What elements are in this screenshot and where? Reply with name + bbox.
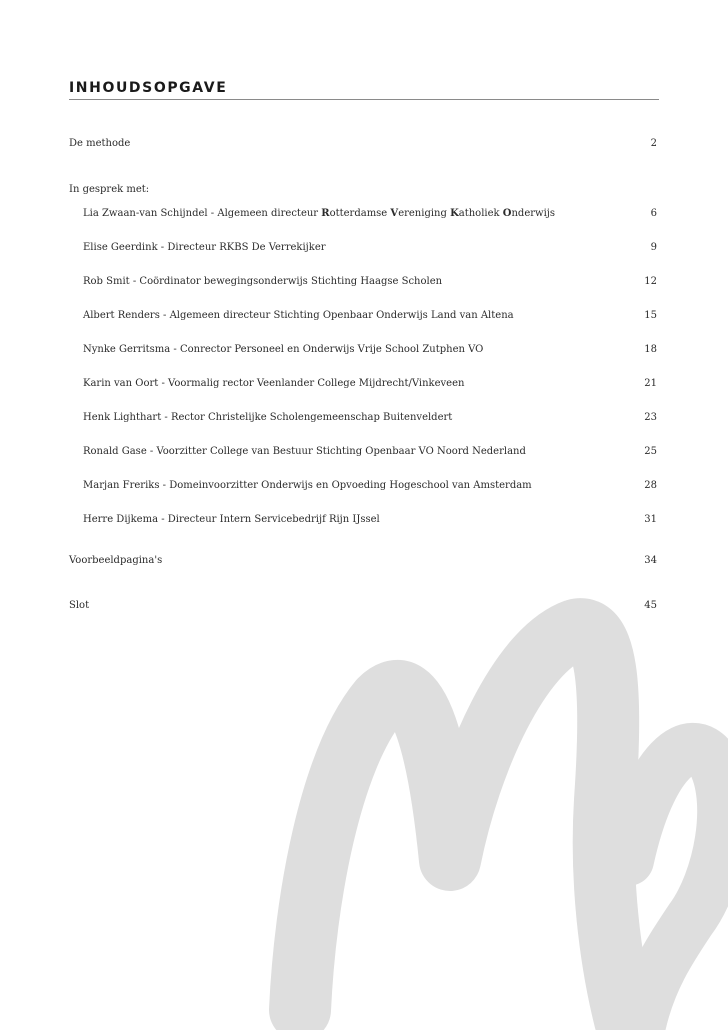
entry-label: Rob Smit - Coördinator bewegingsonderwijs Stichting Haagse Scholen bbox=[83, 276, 443, 287]
entry-page: 2 bbox=[650, 138, 657, 149]
entry-label: Henk Lighthart - Rector Christelijke Scholengemeenschap Buitenveldert bbox=[83, 412, 453, 423]
entry-label: Lia Zwaan-van Schijndel - Algemeen directeur Rotterdamse Vereniging Katholiek Onderwijs bbox=[83, 208, 556, 219]
entry-label: Ronald Gase - Voorzitter College van Bestuur Stichting Openbaar VO Noord Nederland bbox=[83, 446, 526, 457]
entry-label: Elise Geerdink - Directeur RKBS De Verrekijker bbox=[83, 242, 326, 253]
toc-entry-interview[interactable] bbox=[69, 446, 659, 458]
section-heading-interviews: In gesprek met: bbox=[69, 184, 150, 195]
toc-entry-interview[interactable] bbox=[69, 208, 659, 220]
toc-entry-interview[interactable] bbox=[69, 378, 659, 390]
entry-page: 31 bbox=[644, 514, 657, 525]
entry-label: Karin van Oort - Voormalig rector Veenlander College Mijdrecht/Vinkeveen bbox=[83, 378, 465, 389]
entry-label: Voorbeeldpagina's bbox=[69, 555, 163, 566]
entry-page: 21 bbox=[644, 378, 657, 389]
entry-label: Nynke Gerritsma - Conrector Personeel en Onderwijs Vrije School Zutphen VO bbox=[83, 344, 484, 355]
toc-entry-interview[interactable] bbox=[69, 344, 659, 356]
entry-page: 12 bbox=[644, 276, 657, 287]
toc-entry-interview[interactable] bbox=[69, 480, 659, 492]
entry-label: Marjan Freriks - Domeinvoorzitter Onderwijs en Opvoeding Hogeschool van Amsterdam bbox=[83, 480, 532, 491]
toc-entry-interview[interactable] bbox=[69, 242, 659, 254]
toc-entry-de-methode[interactable] bbox=[69, 138, 659, 150]
table-of-contents bbox=[69, 80, 659, 612]
toc-entry-interview[interactable] bbox=[69, 412, 659, 424]
entry-page: 34 bbox=[644, 555, 657, 566]
toc-entry-interview[interactable] bbox=[69, 276, 659, 288]
entry-page: 45 bbox=[644, 600, 657, 611]
entry-label: Albert Renders - Algemeen directeur Stichting Openbaar Onderwijs Land van Altena bbox=[83, 310, 514, 321]
entry-page: 18 bbox=[644, 344, 657, 355]
entry-label: Slot bbox=[69, 600, 90, 611]
entry-page: 28 bbox=[644, 480, 657, 491]
toc-entry-interview[interactable] bbox=[69, 514, 659, 526]
entry-label: Herre Dijkema - Directeur Intern Servicebedrijf Rijn IJssel bbox=[83, 514, 380, 525]
toc-entry-slot[interactable] bbox=[69, 600, 659, 612]
toc-title: INHOUDSOPGAVE bbox=[69, 80, 659, 100]
toc-entry-voorbeeldpaginas[interactable] bbox=[69, 555, 659, 567]
entry-page: 25 bbox=[644, 446, 657, 457]
entry-label: De methode bbox=[69, 138, 131, 149]
toc-entry-interview[interactable] bbox=[69, 310, 659, 322]
entry-page: 6 bbox=[650, 208, 657, 219]
entry-page: 15 bbox=[644, 310, 657, 321]
entry-page: 9 bbox=[650, 242, 657, 253]
entry-page: 23 bbox=[644, 412, 657, 423]
